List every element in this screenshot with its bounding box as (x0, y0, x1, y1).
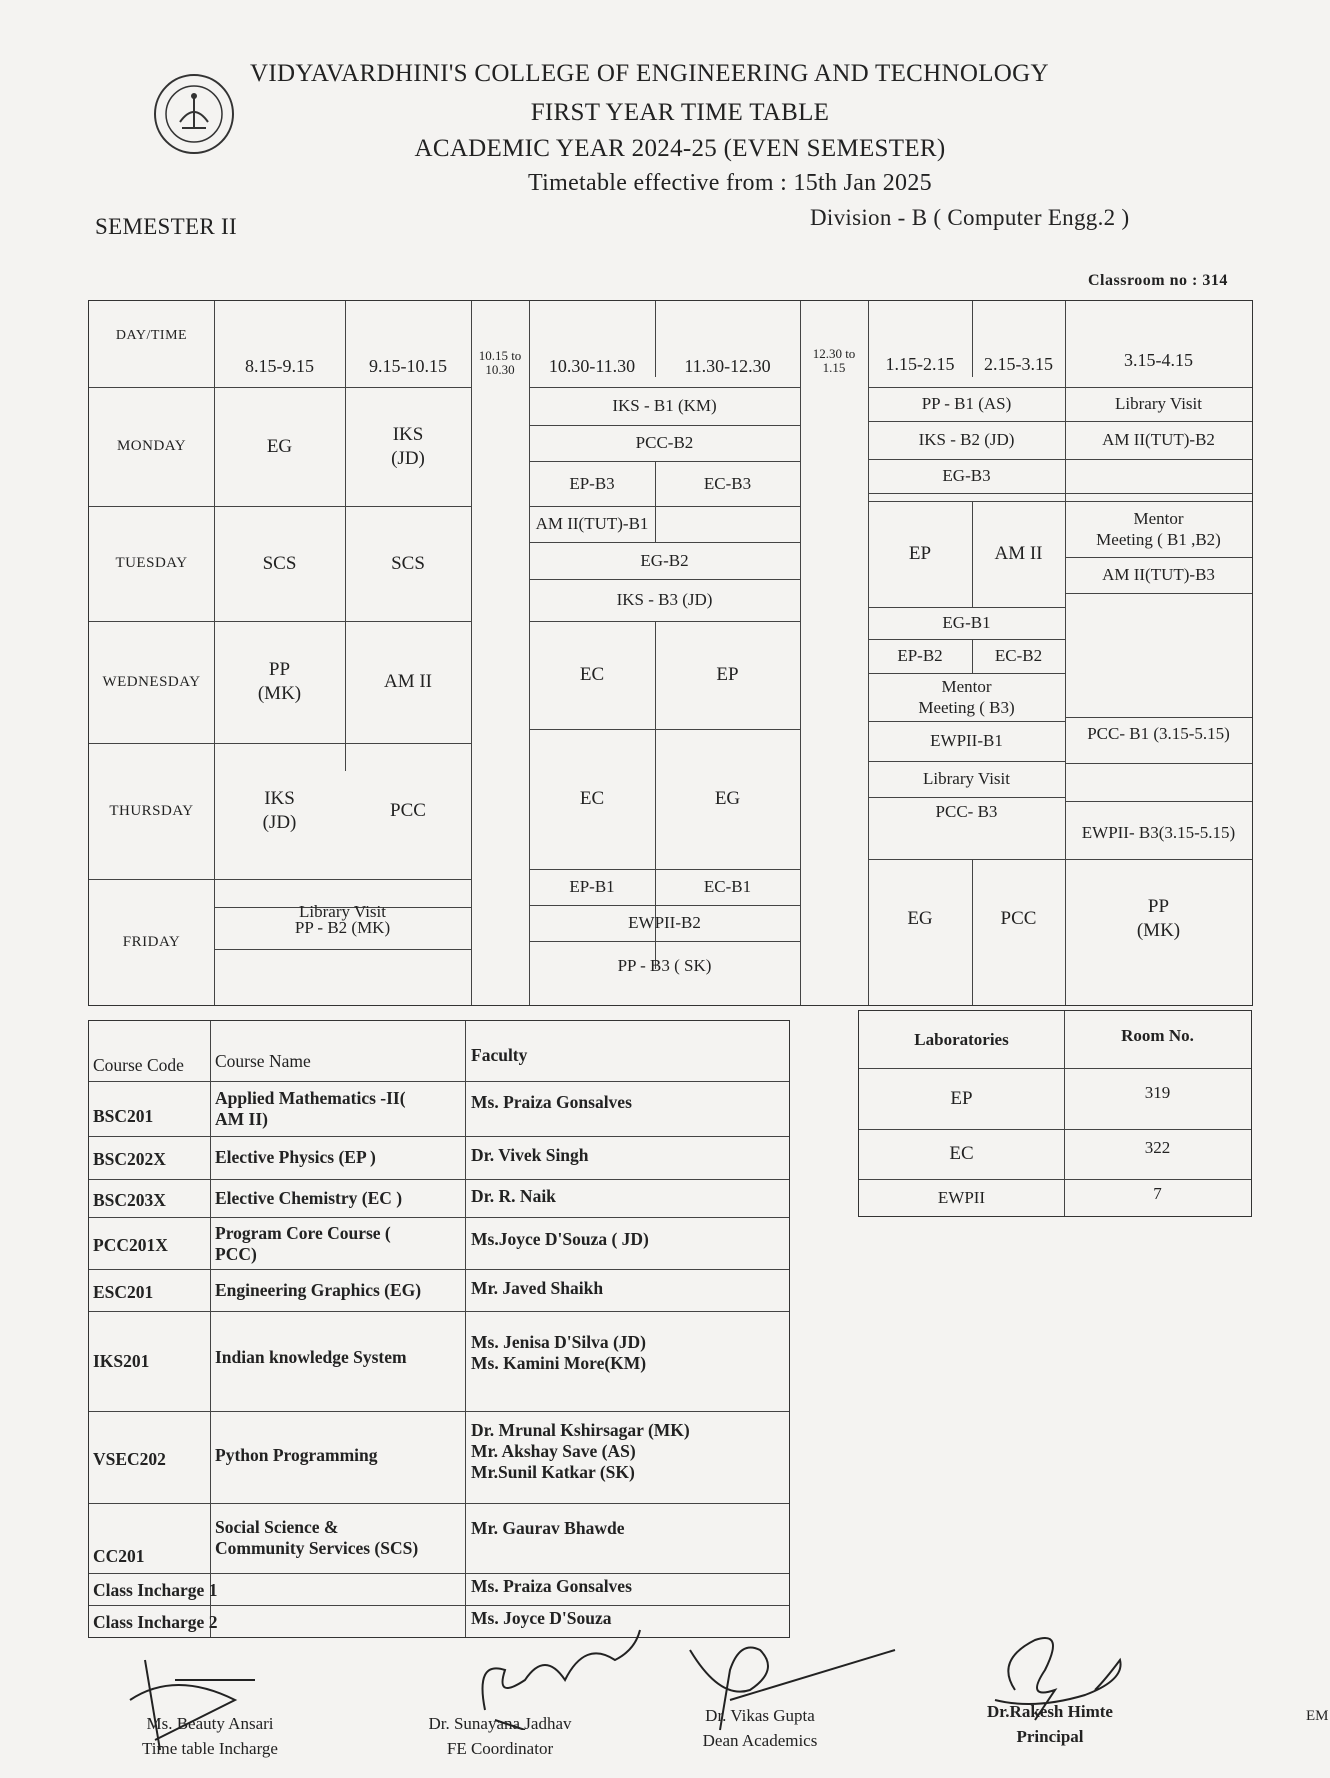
course-faculty: Mr. Gaurav Bhawde (471, 1517, 625, 1538)
room-header: Room No. (1121, 1026, 1194, 1046)
course-name: Python Programming (215, 1444, 378, 1465)
course-code: VSEC202 (93, 1448, 166, 1469)
signature-block-3 (660, 1704, 860, 1753)
course-faculty: Ms.Joyce D'Souza ( JD) (471, 1228, 649, 1249)
thu-morning-2: EG (714, 788, 741, 810)
course-name: Social Science & Community Services (SCS) (215, 1517, 419, 1558)
course-name: Program Core Course ( PCC) (215, 1223, 391, 1264)
signatory-role: Time table Incharge (142, 1738, 278, 1758)
signature-block-2 (400, 1712, 600, 1761)
mon-evening-2: AM II(TUT)-B2 (1102, 430, 1215, 450)
signatory-name: Dr. Sunayana Jadhav (428, 1714, 572, 1733)
college-logo (152, 72, 236, 156)
thu-slot-2: PCC (390, 800, 426, 822)
wed-afternoon-2b: EC-B2 (994, 646, 1043, 666)
course-faculty: Dr. Mrunal Kshirsagar (MK) Mr. Akshay Save (AS) Mr.Sunil Katkar (SK) (471, 1419, 690, 1482)
day-monday: MONDAY (116, 438, 187, 455)
mon-morning-2: PCC-B2 (635, 433, 694, 453)
class-incharge-1: Ms. Praiza Gonsalves (471, 1575, 632, 1596)
header-slot-1: 8.15-9.15 (245, 355, 314, 376)
tue-slot-1: SCS (262, 552, 297, 574)
course-header-faculty: Faculty (471, 1044, 528, 1065)
wed-morning-1: EC (579, 664, 605, 686)
course-code: CC201 (93, 1545, 145, 1566)
course-header-name: Course Name (215, 1050, 311, 1071)
course-faculty: Dr. Vivek Singh (471, 1144, 589, 1165)
course-name: Elective Physics (EP ) (215, 1146, 376, 1167)
course-name: Elective Chemistry (EC ) (215, 1187, 403, 1208)
header-slot-7: 3.15-4.15 (1124, 349, 1193, 370)
mon-morning-1: IKS - B1 (KM) (612, 396, 717, 416)
fri-late-morning-3: PP - B3 ( SK) (617, 956, 712, 976)
lab-name: EWPII (937, 1187, 986, 1207)
header-slot-3: 10.30-11.30 (548, 355, 636, 376)
course-faculty: Ms. Jenisa D'Silva (JD) Ms. Kamini More(KM) (471, 1332, 647, 1373)
course-code: BSC203X (93, 1189, 166, 1210)
tue-evening-1: Mentor Meeting ( B1 ,B2) (1096, 508, 1221, 549)
mon-evening-1: Library Visit (1115, 394, 1202, 414)
thu-afternoon-2: Library Visit (923, 769, 1010, 789)
wed-afternoon-1: EG-B1 (942, 613, 991, 633)
tue-afternoon-2: AM II (994, 543, 1043, 565)
course-code: BSC202X (93, 1148, 166, 1169)
header-daytime: DAY/TIME (115, 328, 188, 344)
signature-block-4 (950, 1700, 1150, 1749)
header-break-1: 10.15 to 10.30 (478, 347, 522, 377)
wed-slot-2: AM II (383, 671, 433, 693)
lab-room: 7 (1153, 1183, 1162, 1203)
signature-block-1 (110, 1712, 310, 1761)
lab-name: EC (949, 1143, 974, 1165)
thu-afternoon-1: EWPII-B1 (930, 731, 1003, 751)
fri-afternoon-2: PCC (1000, 908, 1037, 930)
day-wednesday: WEDNESDAY (102, 673, 201, 690)
lab-header: Laboratories (914, 1029, 1009, 1049)
lab-room: 322 (1144, 1138, 1171, 1158)
thu-afternoon-3: PCC- B3 (935, 802, 998, 822)
mon-slot-1: EG (266, 435, 293, 457)
fri-morning-1: Library Visit (299, 902, 386, 922)
course-table (88, 1020, 790, 1638)
course-code: ESC201 (93, 1281, 154, 1302)
lab-room: 319 (1144, 1083, 1171, 1103)
mon-slot-2: IKS (JD) (391, 423, 425, 469)
thu-slot-1: IKS (JD) (262, 788, 297, 833)
course-name: Engineering Graphics (EG) (215, 1279, 422, 1300)
thu-evening-1: PCC- B1 (3.15-5.15) (1087, 724, 1230, 744)
header-break-2: 12.30 to 1.15 (812, 345, 856, 375)
fri-afternoon-1: EG (907, 908, 933, 930)
lab-name: EP (950, 1087, 973, 1109)
tue-morning-2: EG-B2 (640, 550, 689, 570)
effective-date: Timetable effective from : 15th Jan 2025 (528, 170, 932, 196)
mon-morning-3a: EP-B3 (569, 473, 615, 493)
fri-late-morning-1b: EC-B1 (703, 877, 752, 897)
course-faculty: Ms. Praiza Gonsalves (471, 1091, 632, 1112)
mon-morning-3b: EC-B3 (703, 473, 752, 493)
course-faculty: Dr. R. Naik (471, 1185, 556, 1206)
mon-afternoon-1: PP - B1 (AS) (921, 394, 1012, 414)
page-title: FIRST YEAR TIME TABLE (530, 99, 830, 126)
tue-morning-1: AM II(TUT)-B1 (535, 514, 649, 534)
course-header-code: Course Code (93, 1054, 184, 1075)
course-code: PCC201X (93, 1234, 168, 1255)
tue-evening-2: AM II(TUT)-B3 (1102, 565, 1215, 585)
mon-afternoon-2: IKS - B2 (JD) (918, 430, 1015, 450)
course-code: BSC201 (93, 1105, 154, 1126)
tue-morning-3: IKS - B3 (JD) (616, 590, 713, 610)
class-incharge-2-label: Class Incharge 2 (93, 1611, 218, 1632)
lab-table (858, 1010, 1252, 1217)
header-slot-2: 9.15-10.15 (369, 355, 447, 376)
course-code: IKS201 (93, 1350, 150, 1371)
college-name: VIDYAVARDHINI'S COLLEGE OF ENGINEERING AND TECHNOLOGY (250, 60, 1049, 87)
header-slot-6: 2.15-3.15 (984, 353, 1053, 374)
course-name: Indian knowledge System (215, 1346, 407, 1367)
signatory-role: FE Coordinator (446, 1738, 554, 1758)
fri-evening-1: PP (MK) (1136, 896, 1181, 941)
class-incharge-1-label: Class Incharge 1 (93, 1579, 218, 1600)
edge-fragment-text: EM (1306, 1708, 1329, 1724)
header-slot-5: 1.15-2.15 (885, 353, 955, 374)
wed-slot-1: PP (MK) (257, 659, 302, 704)
tue-afternoon-1: EP (908, 543, 932, 565)
day-thursday: THURSDAY (109, 802, 194, 819)
signatory-name: Dr. Vikas Gupta (705, 1706, 815, 1725)
fri-late-morning-1a: EP-B1 (569, 877, 615, 897)
signatory-name: Dr.Rakesh Himte (987, 1702, 1113, 1721)
wed-afternoon-3: Mentor Meeting ( B3) (918, 676, 1015, 717)
signatory-name: Ms. Beauty Ansari (146, 1714, 274, 1733)
wed-morning-2: EP (716, 664, 739, 686)
signatory-role: Dean Academics (702, 1730, 818, 1750)
course-faculty: Mr. Javed Shaikh (471, 1277, 604, 1298)
signatory-role: Principal (1016, 1726, 1084, 1746)
wed-afternoon-2a: EP-B2 (897, 646, 943, 666)
class-incharge-2: Ms. Joyce D'Souza (471, 1607, 612, 1628)
classroom-number: Classroom no : 314 (1088, 272, 1228, 289)
division-label: Division - B ( Computer Engg.2 ) (810, 205, 1130, 230)
semester-label: SEMESTER II (95, 214, 237, 239)
tue-slot-2: SCS (391, 552, 425, 574)
thu-evening-2: EWPII- B3(3.15-5.15) (1081, 823, 1236, 843)
mon-afternoon-3: EG-B3 (942, 466, 991, 486)
header-slot-4: 11.30-12.30 (684, 355, 771, 376)
fri-morning-2: PP - B2 (MK) (294, 918, 391, 938)
thu-morning-1: EC (579, 788, 605, 810)
day-friday: FRIDAY (122, 933, 181, 950)
academic-year: ACADEMIC YEAR 2024-25 (EVEN SEMESTER) (414, 135, 946, 162)
timetable (88, 300, 1253, 1006)
day-tuesday: TUESDAY (115, 555, 188, 572)
fri-late-morning-2: EWPII-B2 (628, 913, 701, 933)
course-name: Applied Mathematics -II( AM II) (215, 1088, 406, 1129)
